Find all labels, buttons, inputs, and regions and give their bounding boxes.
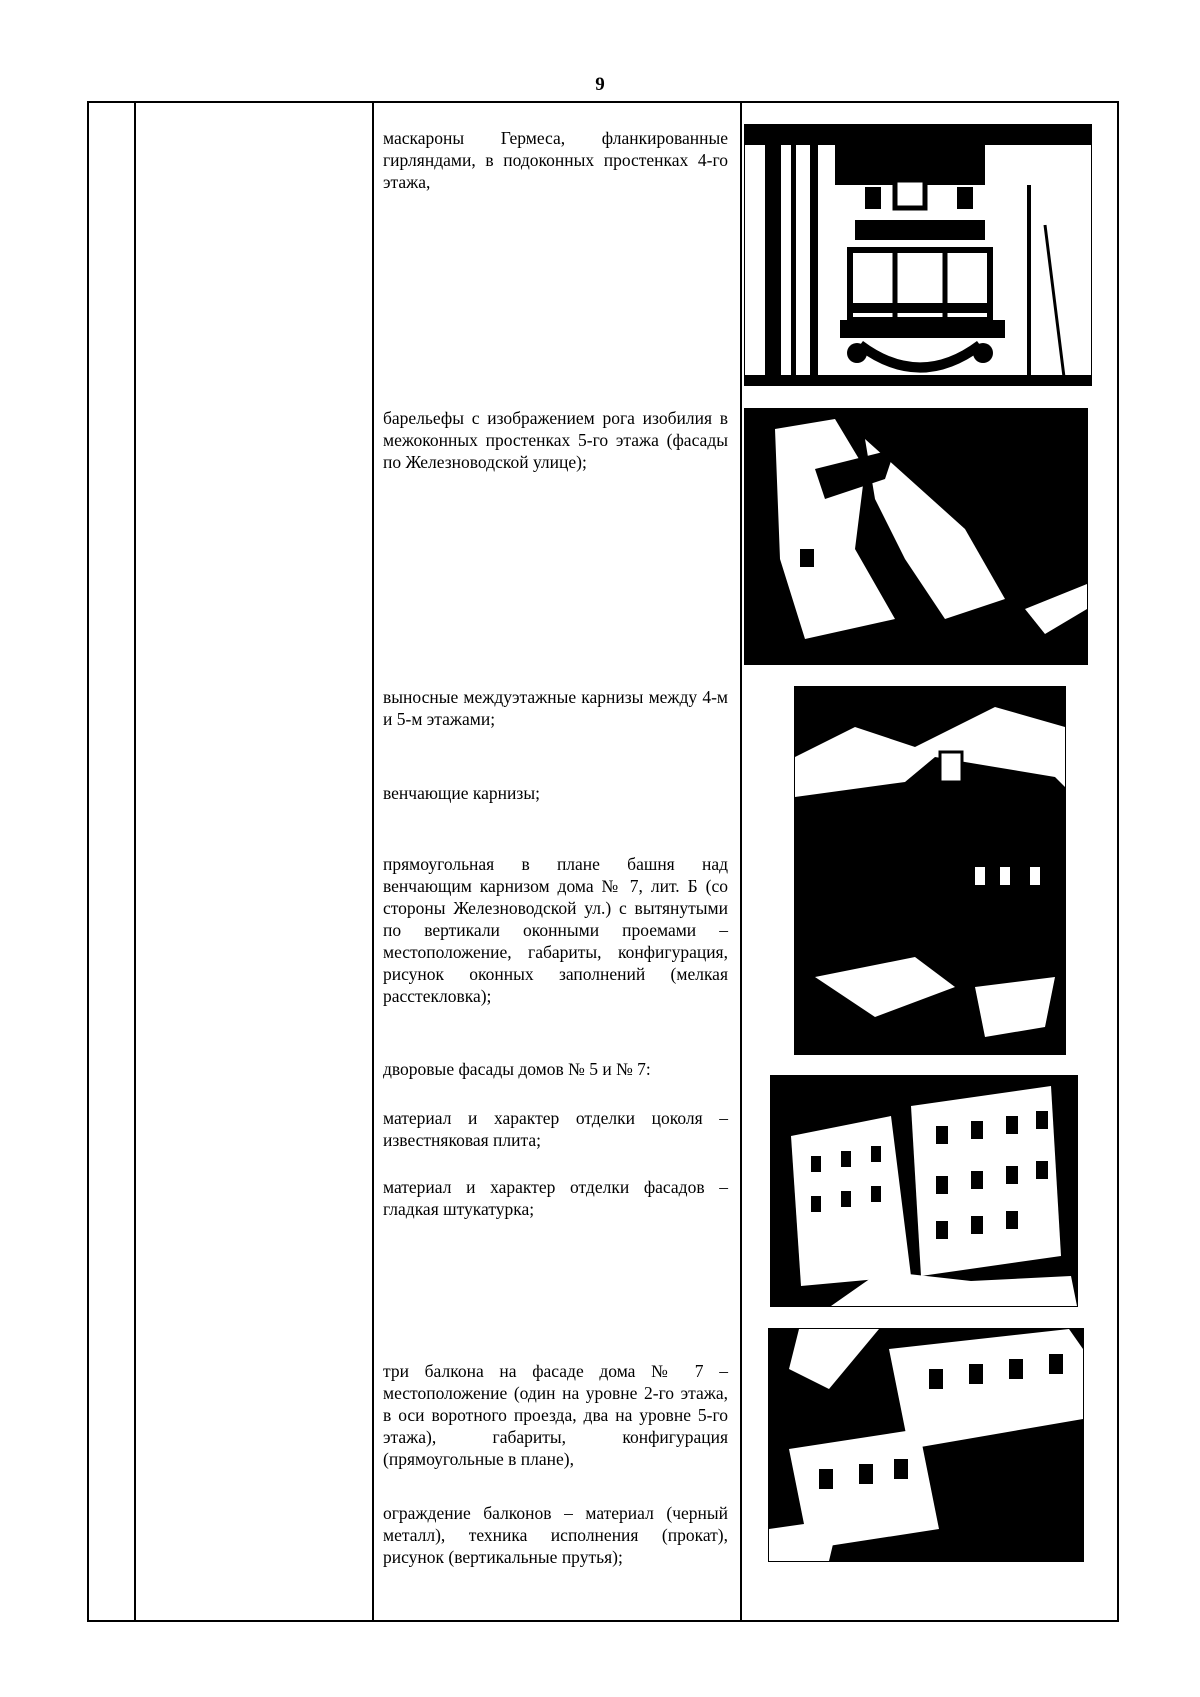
item-text-interfloor-cornices: выносные междуэтажные карнизы между 4-м и 5-м этажами; [383, 687, 728, 729]
photo-cornucopia-reliefs [744, 408, 1088, 665]
column-divider-2 [372, 103, 374, 1620]
item-text-courtyard-facades: дворовые фасады домов № 5 и № 7: [383, 1059, 651, 1079]
item-text-cornucopia-reliefs: барельефы с изображением рога изобилия в межоконных простенках 5-го этажа (фасады по Железноводской улице); [383, 408, 728, 472]
column-divider-1 [134, 103, 136, 1620]
photo-courtyard-facades [770, 1075, 1078, 1307]
item-text-facade-finish: материал и характер отделки фасадов – гладкая штукатурка; [383, 1177, 728, 1219]
photo-balconies [768, 1328, 1084, 1562]
item-text-plinth-finish: материал и характер отделки цоколя – известняковая плита; [383, 1108, 728, 1150]
item-text-balcony-railings: ограждение балконов – материал (черный металл), техника исполнения (прокат), рисунок (вертикальные прутья); [383, 1503, 728, 1567]
item-text-hermes-mascarons: маскароны Гермеса, фланкированные гирляндами, в подоконных простенках 4-го этажа, [383, 128, 728, 192]
page-number: 9 [595, 74, 605, 95]
photo-hermes-mascarons [744, 124, 1092, 386]
item-text-tower: прямоугольная в плане башня над венчающим карнизом дома № 7, лит. Б (со стороны Железноводской ул.) с вытянутыми по вертикали оконными проемами – местоположение, габариты, конфигурация, рисунок оконных заполнений (мелкая расстекловка); [383, 854, 728, 1006]
column-divider-3 [740, 103, 742, 1620]
item-text-crowning-cornices: венчающие карнизы; [383, 783, 540, 803]
item-text-balconies: три балкона на фасаде дома № 7 – местоположение (один на уровне 2-го этажа, в оси воротного проезда, два на уровне 5-го этажа), габариты, конфигурация (прямоугольные в плане), [383, 1361, 728, 1469]
photo-tower [794, 686, 1066, 1055]
